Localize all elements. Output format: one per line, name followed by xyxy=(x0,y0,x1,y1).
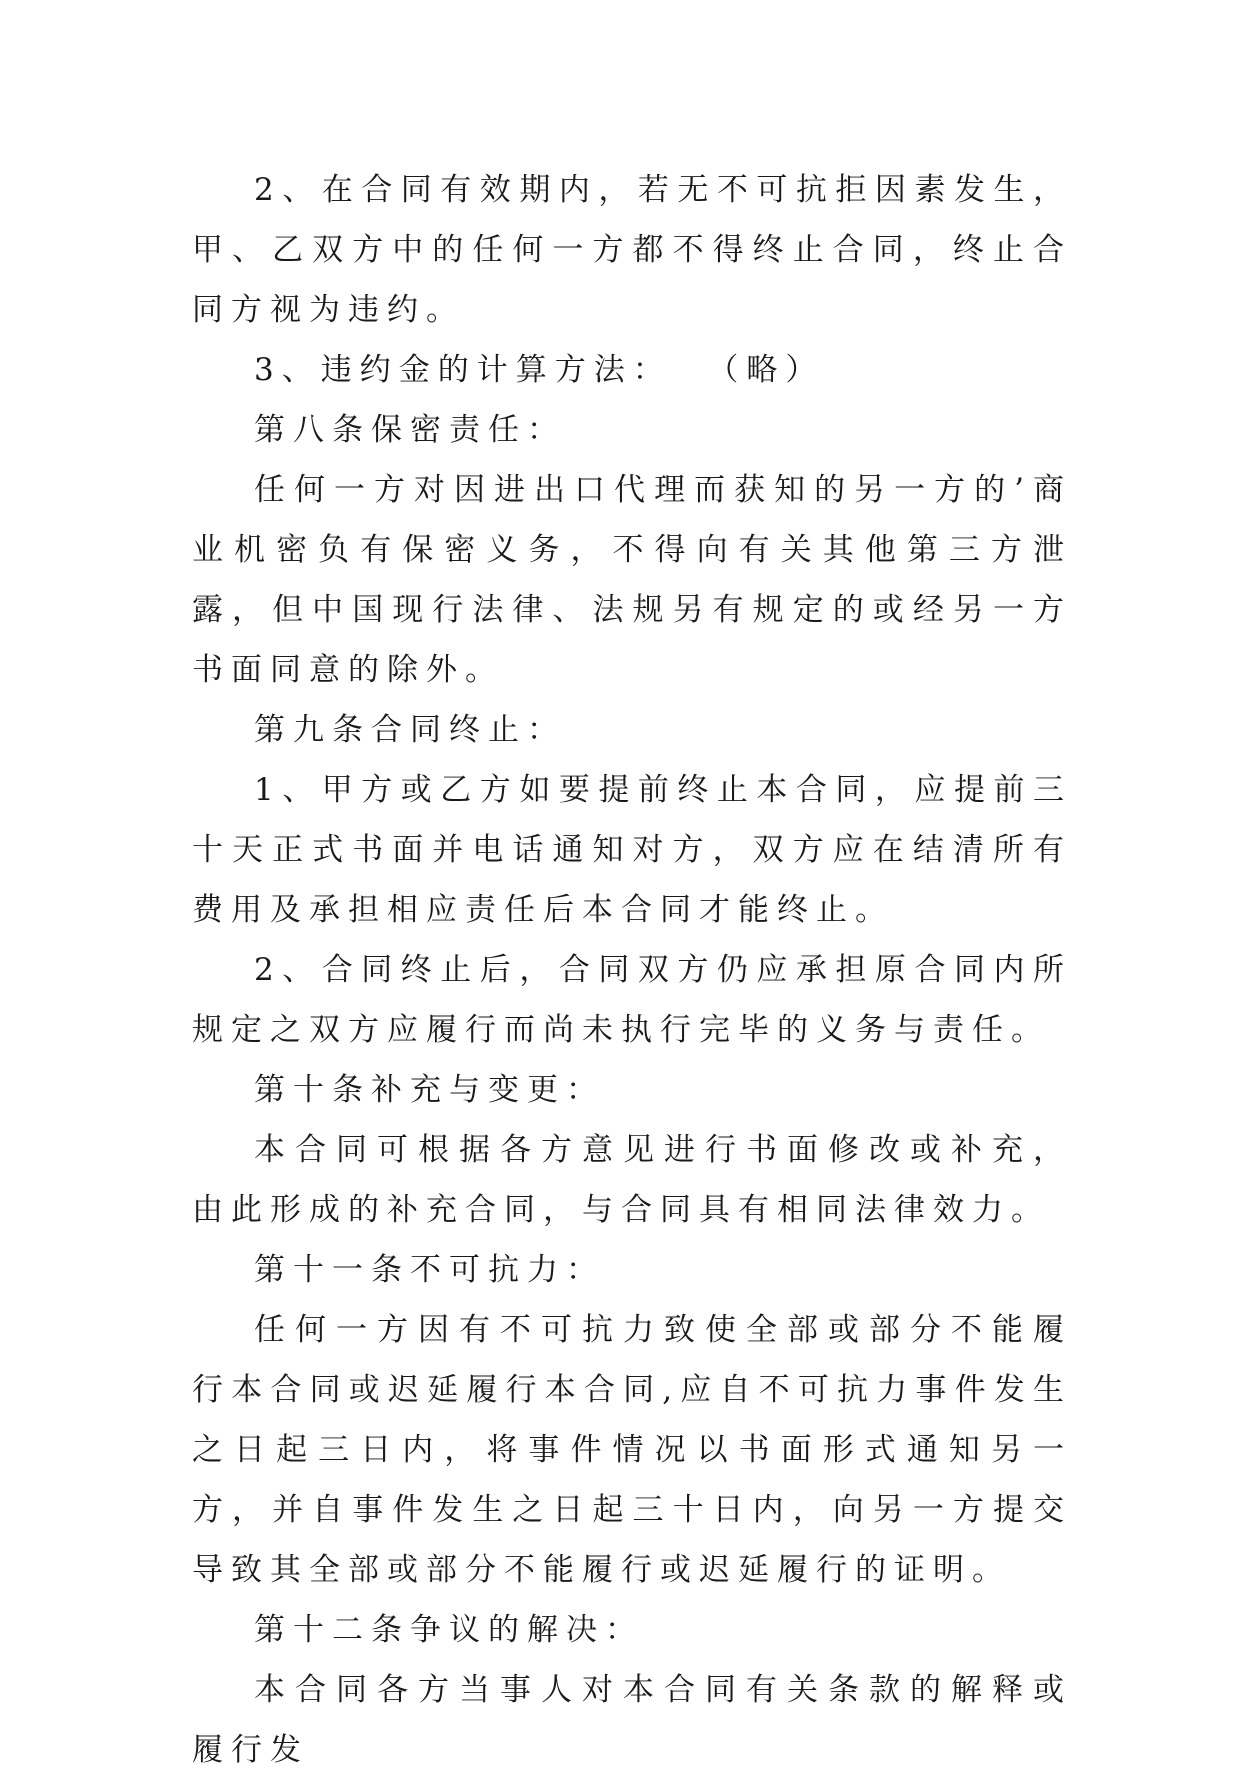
paragraph-clause-9-item-1: 1、甲方或乙方如要提前终止本合同，应提前三十天正式书面并电话通知对方，双方应在结清所有费用及承担相应责任后本合同才能终止。 xyxy=(192,772,1072,928)
heading-clause-9: 第九条合同终止： xyxy=(254,712,566,748)
heading-clause-12: 第十二条争议的解决： xyxy=(254,1612,644,1648)
paragraph-clause-11-body: 任何一方因有不可抗力致使全部或部分不能履行本合同或迟延履行本合同,应自不可抗力事件发生之日起三日内，将事件情况以书面形式通知另一方，并自事件发生之日起三十日内，向另一方提交导致其全部或部分不能履行或迟延履行的证明。 xyxy=(192,1312,1072,1588)
document-body xyxy=(192,160,1072,1780)
paragraph-clause-7-item-2: 2、在合同有效期内，若无不可抗拒因素发生，甲、乙双方中的任何一方都不得终止合同，终止合同方视为违约。 xyxy=(192,172,1072,328)
paragraph-clause-9-item-2: 2、合同终止后，合同双方仍应承担原合同内所规定之双方应履行而尚未执行完毕的义务与责任。 xyxy=(192,952,1072,1048)
paragraph-clause-8-body: 任何一方对因进出口代理而获知的另一方的’商业机密负有保密义务，不得向有关其他第三方泄露，但中国现行法律、法规另有规定的或经另一方书面同意的除外。 xyxy=(192,472,1072,688)
heading-clause-10: 第十条补充与变更： xyxy=(254,1072,605,1108)
paragraph-clause-10-body: 本合同可根据各方意见进行书面修改或补充，由此形成的补充合同，与合同具有相同法律效力。 xyxy=(192,1132,1072,1228)
heading-clause-8: 第八条保密责任： xyxy=(254,412,566,448)
paragraph-clause-12-body: 本合同各方当事人对本合同有关条款的解释或履行发 xyxy=(192,1672,1072,1768)
heading-clause-11: 第十一条不可抗力： xyxy=(254,1252,605,1288)
paragraph-clause-7-item-3: 3、违约金的计算方法： （略） xyxy=(254,352,825,388)
